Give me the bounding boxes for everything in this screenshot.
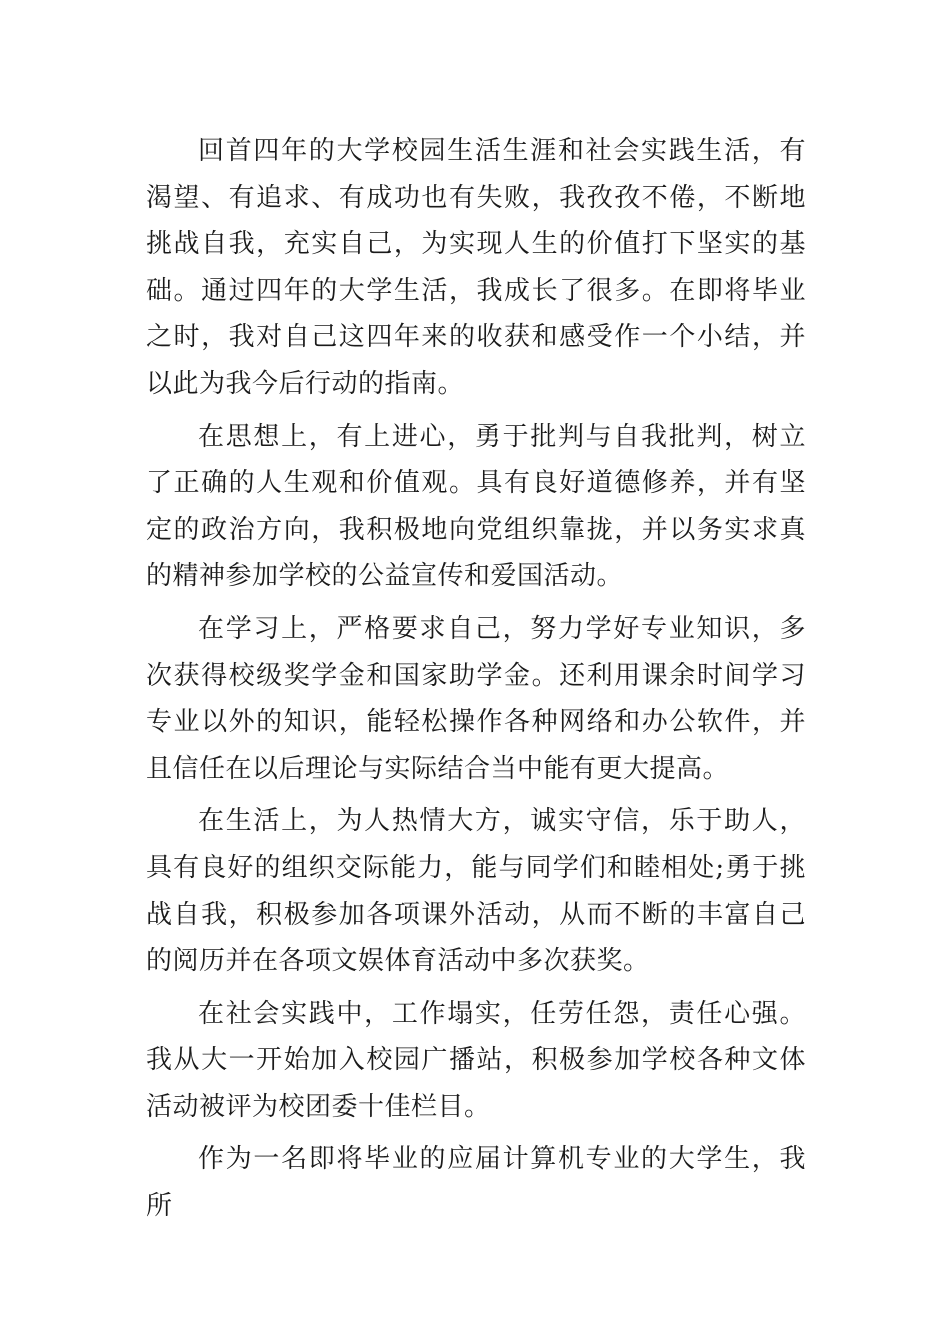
- document-page: [146, 128, 806, 1236]
- paragraph-practice: 在社会实践中，工作塌实，任劳任怨，责任心强。我从大一开始加入校园广播站，积极参加学校各种文体活动被评为校团委十佳栏目。: [146, 998, 806, 1122]
- paragraph-closing: 作为一名即将毕业的应届计算机专业的大学生，我所: [146, 1144, 806, 1222]
- paragraph-thought: 在思想上，有上进心，勇于批判与自我批判，树立了正确的人生观和价值观。具有良好道德修养，并有坚定的政治方向，我积极地向党组织靠拢，并以务实求真的精神参加学校的公益宣传和爱国活动。: [146, 421, 806, 592]
- paragraph-life: 在生活上，为人热情大方，诚实守信，乐于助人，具有良好的组织交际能力，能与同学们和睦相处;勇于挑战自我，积极参加各项课外活动，从而不断的丰富自己的阅历并在各项文娱体育活动中多次获奖。: [146, 806, 806, 977]
- paragraph-study: 在学习上，严格要求自己，努力学好专业知识，多次获得校级奖学金和国家助学金。还利用课余时间学习专业以外的知识，能轻松操作各种网络和办公软件，并且信任在以后理论与实际结合当中能有更大提高。: [146, 613, 806, 784]
- paragraph-intro: 回首四年的大学校园生活生涯和社会实践生活，有渴望、有追求、有成功也有失败，我孜孜不倦，不断地挑战自我，充实自己，为实现人生的价值打下坚实的基础。通过四年的大学生活，我成长了很多。在即将毕业之时，我对自己这四年来的收获和感受作一个小结，并以此为我今后行动的指南。: [146, 136, 806, 399]
